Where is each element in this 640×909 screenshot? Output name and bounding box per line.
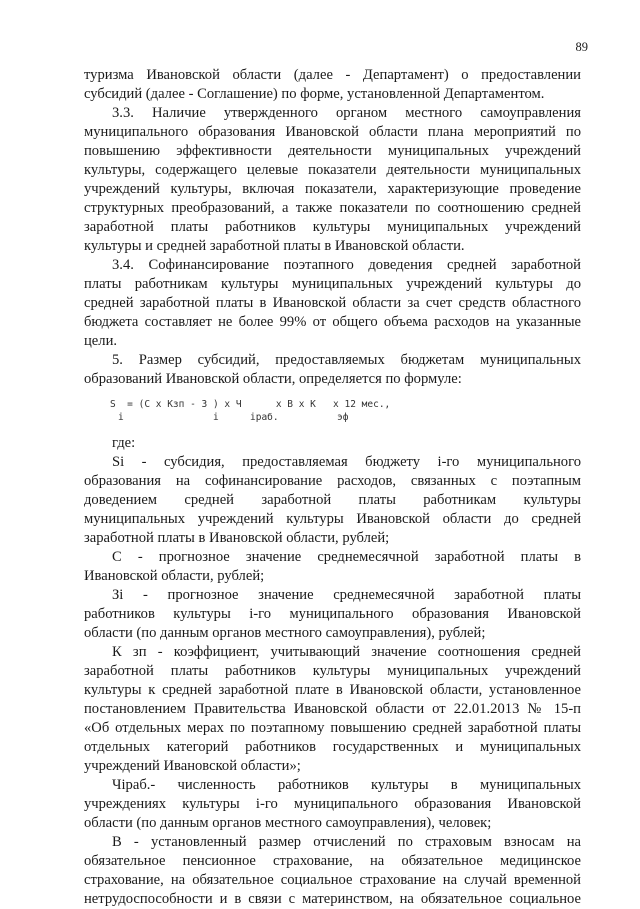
text-line: нетрудоспособности и в связи с материнством, на обязательное социальное [84, 891, 581, 907]
text-line: образований Ивановской области, определяется по формуле: [84, 371, 462, 387]
text-line: бюджета составляет не более 99% от общего объема расходов на указанные [84, 314, 581, 330]
text-line: доведением средней заработной платы работникам культуры [84, 492, 581, 508]
text-line: заработной платы работников культуры муниципальных учреждений [84, 663, 581, 679]
text-line: Зi - прогнозное значение среднемесячной заработной платы [112, 587, 581, 603]
page-number: 89 [575, 40, 588, 54]
text-line: 5. Размер субсидий, предоставляемых бюджетам муниципальных [112, 352, 581, 368]
text-line: туризма Ивановской области (далее - Департамент) о предоставлении [84, 67, 581, 83]
formula-subscript: эф [337, 412, 349, 423]
text-line: области (по данным органов местного самоуправления), человек; [84, 815, 492, 831]
text-line: Ивановской области, рублей; [84, 568, 265, 584]
text-line: заработной платы в Ивановской области, рублей; [84, 530, 390, 546]
text-line: образования на софинансирование расходов, связанных с поэтапным [84, 473, 581, 489]
text-line: учреждений Ивановской области»; [84, 758, 301, 774]
text-line: Чipаб.- численность работников культуры в муниципальных [112, 777, 581, 793]
text-line: учреждениях культуры i-го муниципального образования Ивановской [84, 796, 581, 812]
text-line: работников культуры i-го муниципального образования Ивановской [84, 606, 581, 622]
text-line: постановлением Правительства Ивановской области от 22.01.2013 № 15-п [84, 701, 581, 717]
text-line: К зп - коэффициент, учитывающий значение соотношения средней [112, 644, 581, 660]
text-line: муниципальных учреждений культуры Ивановской области до средней [84, 511, 581, 527]
formula-subscript: iраб. [250, 412, 279, 423]
text-line: культуры к средней заработной плате в Ивановской области, установленное [84, 682, 581, 698]
text-line: «Об отдельных мерах по поэтапному повышению средней заработной платы [84, 720, 581, 736]
text-line: С - прогнозное значение среднемесячной заработной платы в [112, 549, 581, 565]
text-line: заработной платы работников культуры муниципальных учреждений [84, 219, 581, 235]
text-line: субсидий (далее - Соглашение) по форме, установленной Департаментом. [84, 86, 545, 102]
text-line: цели. [84, 333, 118, 349]
text-line: 3.3. Наличие утвержденного органом местного самоуправления [112, 105, 581, 121]
text-line: области (по данным органов местного самоуправления), рублей; [84, 625, 486, 641]
text-line: муниципального образования Ивановской области плана мероприятий по [84, 124, 581, 140]
text-line: культуры и средней заработной платы в Ивановской области. [84, 238, 465, 254]
text-line: В - установленный размер отчислений по страховым взносам на [112, 834, 581, 850]
text-line: отдельных категорий работников государственных и муниципальных [84, 739, 581, 755]
text-line: учреждений культуры, включая показатели, характеризующие проведение [84, 181, 581, 197]
text-line: культуры, содержащего целевые показатели деятельности муниципальных [84, 162, 581, 178]
formula-subscript: i [213, 412, 219, 423]
text-line: платы работникам культуры муниципальных учреждений культуры до [84, 276, 581, 292]
text-line: Si - субсидия, предоставляемая бюджету i-го муниципального [112, 454, 581, 470]
formula-subscript: i [118, 412, 124, 423]
text-line: 3.4. Софинансирование поэтапного доведения средней заработной [112, 257, 581, 273]
formula-main: S = (C x Kзп - З ) x Ч x B x K x 12 мес., [110, 399, 391, 410]
text-line: структурных преобразований, а также показатели по соотношению средней [84, 200, 581, 216]
text-line: обязательное пенсионное страхование, на обязательное медицинское [84, 853, 581, 869]
text-line: где: [112, 435, 136, 451]
text-line: средней заработной платы в Ивановской области за счет средств областного [84, 295, 581, 311]
text-line: повышению эффективности деятельности муниципальных учреждений [84, 143, 581, 159]
text-line: страхование, на обязательное социальное страхование на случай временной [84, 872, 581, 888]
